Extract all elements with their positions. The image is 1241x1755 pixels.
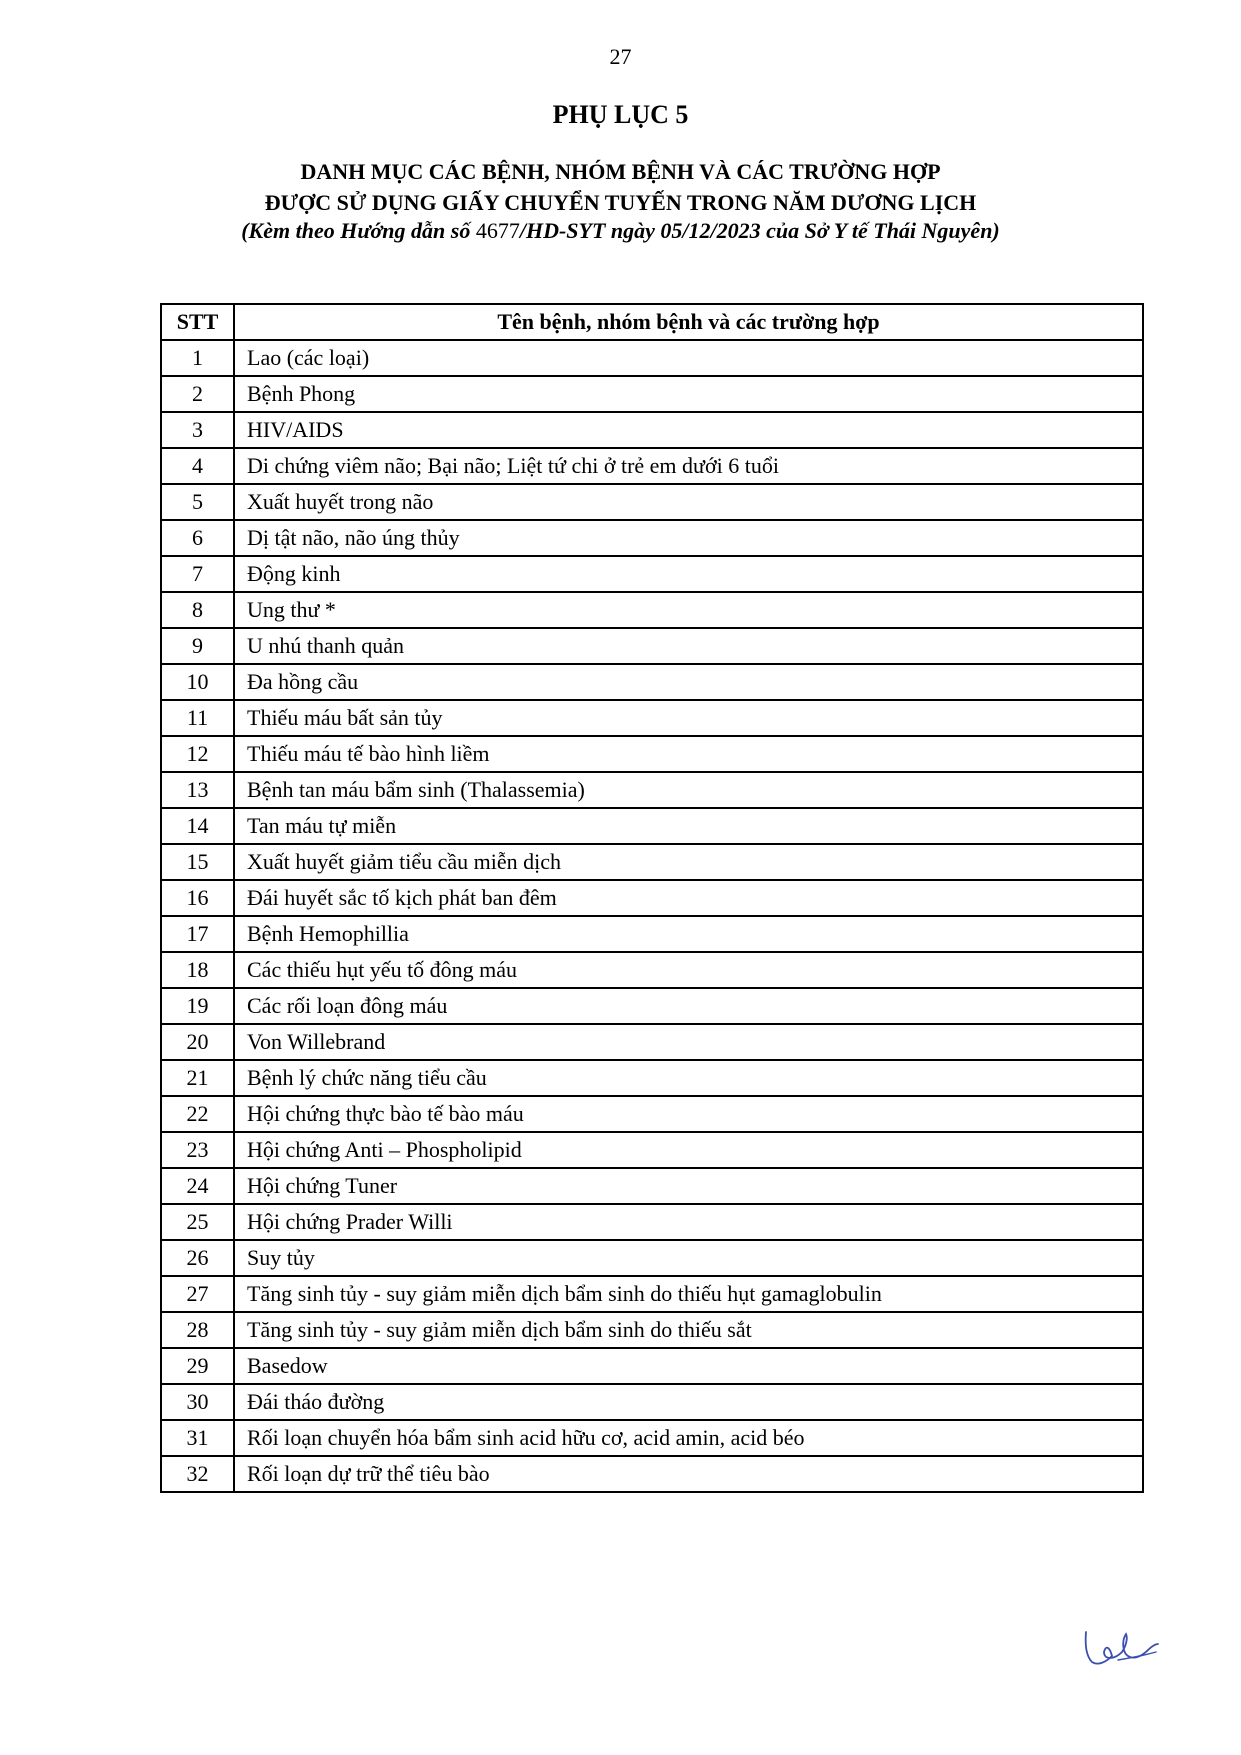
disease-name: Tăng sinh tủy - suy giảm miễn dịch bẩm sinh do thiếu sắt <box>234 1312 1143 1348</box>
disease-name: Xuất huyết trong não <box>234 484 1143 520</box>
row-number: 27 <box>161 1276 234 1312</box>
row-number: 21 <box>161 1060 234 1096</box>
row-number: 16 <box>161 880 234 916</box>
document-subtitle <box>0 218 1241 244</box>
disease-name: Xuất huyết giảm tiểu cầu miễn dịch <box>234 844 1143 880</box>
disease-name: Rối loạn dự trữ thể tiêu bào <box>234 1456 1143 1492</box>
row-number: 19 <box>161 988 234 1024</box>
disease-name: Đái huyết sắc tố kịch phát ban đêm <box>234 880 1143 916</box>
table-row <box>161 448 1143 484</box>
row-number: 15 <box>161 844 234 880</box>
row-number: 11 <box>161 700 234 736</box>
row-number: 29 <box>161 1348 234 1384</box>
handwritten-signature-icon <box>1082 1622 1160 1670</box>
disease-name: Động kinh <box>234 556 1143 592</box>
heading-line-1: DANH MỤC CÁC BỆNH, NHÓM BỆNH VÀ CÁC TRƯỜNG HỢP <box>300 159 941 184</box>
disease-name: Các thiếu hụt yếu tố đông máu <box>234 952 1143 988</box>
row-number: 4 <box>161 448 234 484</box>
disease-name: Suy tủy <box>234 1240 1143 1276</box>
table-row <box>161 1312 1143 1348</box>
row-number: 3 <box>161 412 234 448</box>
disease-name: Bệnh Hemophillia <box>234 916 1143 952</box>
table-header-row <box>161 304 1143 340</box>
table-row <box>161 628 1143 664</box>
appendix-title: PHỤ LỤC 5 <box>552 100 689 129</box>
table-row <box>161 700 1143 736</box>
disease-name: Dị tật não, não úng thủy <box>234 520 1143 556</box>
disease-name: Von Willebrand <box>234 1024 1143 1060</box>
disease-name: Tăng sinh tủy - suy giảm miễn dịch bẩm sinh do thiếu hụt gamaglobulin <box>234 1276 1143 1312</box>
table-row <box>161 1204 1143 1240</box>
page-number: 27 <box>609 44 632 69</box>
subtitle-prefix: (Kèm theo Hướng dẫn số <box>241 218 471 243</box>
document-heading <box>0 156 1241 218</box>
table-row <box>161 556 1143 592</box>
table-row <box>161 916 1143 952</box>
disease-name: Tan máu tự miễn <box>234 808 1143 844</box>
disease-name: Basedow <box>234 1348 1143 1384</box>
row-number: 22 <box>161 1096 234 1132</box>
row-number: 13 <box>161 772 234 808</box>
disease-name: Hội chứng thực bào tế bào máu <box>234 1096 1143 1132</box>
table-row <box>161 844 1143 880</box>
disease-name: Rối loạn chuyển hóa bẩm sinh acid hữu cơ, acid amin, acid béo <box>234 1420 1143 1456</box>
table-row <box>161 484 1143 520</box>
row-number: 30 <box>161 1384 234 1420</box>
table-row <box>161 1024 1143 1060</box>
row-number: 2 <box>161 376 234 412</box>
row-number: 9 <box>161 628 234 664</box>
disease-name: Bệnh tan máu bẩm sinh (Thalassemia) <box>234 772 1143 808</box>
table-row <box>161 772 1143 808</box>
table-row <box>161 664 1143 700</box>
row-number: 32 <box>161 1456 234 1492</box>
disease-name: Đái tháo đường <box>234 1384 1143 1420</box>
row-number: 31 <box>161 1420 234 1456</box>
row-number: 28 <box>161 1312 234 1348</box>
table-row <box>161 1060 1143 1096</box>
row-number: 25 <box>161 1204 234 1240</box>
disease-name: Thiếu máu bất sản tủy <box>234 700 1143 736</box>
table-row <box>161 880 1143 916</box>
table-row <box>161 808 1143 844</box>
row-number: 24 <box>161 1168 234 1204</box>
row-number: 8 <box>161 592 234 628</box>
table-row <box>161 1240 1143 1276</box>
disease-name: Bệnh lý chức năng tiểu cầu <box>234 1060 1143 1096</box>
document-number: 4677 <box>475 218 520 243</box>
subtitle-suffix: /HD-SYT ngày 05/12/2023 của Sở Y tế Thái Nguyên) <box>519 218 1000 243</box>
row-number: 26 <box>161 1240 234 1276</box>
disease-name: Hội chứng Anti – Phospholipid <box>234 1132 1143 1168</box>
disease-name: HIV/AIDS <box>234 412 1143 448</box>
table-row <box>161 1096 1143 1132</box>
table-row <box>161 1132 1143 1168</box>
row-number: 14 <box>161 808 234 844</box>
heading-line-2: ĐƯỢC SỬ DỤNG GIẤY CHUYỂN TUYẾN TRONG NĂM DƯƠNG LỊCH <box>264 190 977 215</box>
row-number: 1 <box>161 340 234 376</box>
table-row <box>161 952 1143 988</box>
disease-name: Ung thư * <box>234 592 1143 628</box>
row-number: 6 <box>161 520 234 556</box>
table-row <box>161 1168 1143 1204</box>
table-row <box>161 340 1143 376</box>
row-number: 7 <box>161 556 234 592</box>
disease-name: Các rối loạn đông máu <box>234 988 1143 1024</box>
table-row <box>161 1420 1143 1456</box>
table-row <box>161 592 1143 628</box>
row-number: 20 <box>161 1024 234 1060</box>
disease-name: U nhú thanh quản <box>234 628 1143 664</box>
row-number: 12 <box>161 736 234 772</box>
row-number: 10 <box>161 664 234 700</box>
table-row <box>161 376 1143 412</box>
header-stt: STT <box>161 304 234 340</box>
table-row <box>161 1384 1143 1420</box>
disease-table <box>160 303 1144 1493</box>
row-number: 17 <box>161 916 234 952</box>
table-row <box>161 520 1143 556</box>
table-body <box>161 340 1143 1492</box>
table-row <box>161 988 1143 1024</box>
table-row <box>161 736 1143 772</box>
row-number: 5 <box>161 484 234 520</box>
table-row <box>161 1348 1143 1384</box>
table-row <box>161 412 1143 448</box>
disease-name: Di chứng viêm não; Bại não; Liệt tứ chi ở trẻ em dưới 6 tuổi <box>234 448 1143 484</box>
disease-name: Hội chứng Tuner <box>234 1168 1143 1204</box>
table-row <box>161 1456 1143 1492</box>
disease-name: Thiếu máu tế bào hình liềm <box>234 736 1143 772</box>
disease-name: Bệnh Phong <box>234 376 1143 412</box>
row-number: 18 <box>161 952 234 988</box>
disease-name: Lao (các loại) <box>234 340 1143 376</box>
disease-name: Đa hồng cầu <box>234 664 1143 700</box>
table-row <box>161 1276 1143 1312</box>
header-disease-name: Tên bệnh, nhóm bệnh và các trường hợp <box>234 304 1143 340</box>
row-number: 23 <box>161 1132 234 1168</box>
disease-name: Hội chứng Prader Willi <box>234 1204 1143 1240</box>
